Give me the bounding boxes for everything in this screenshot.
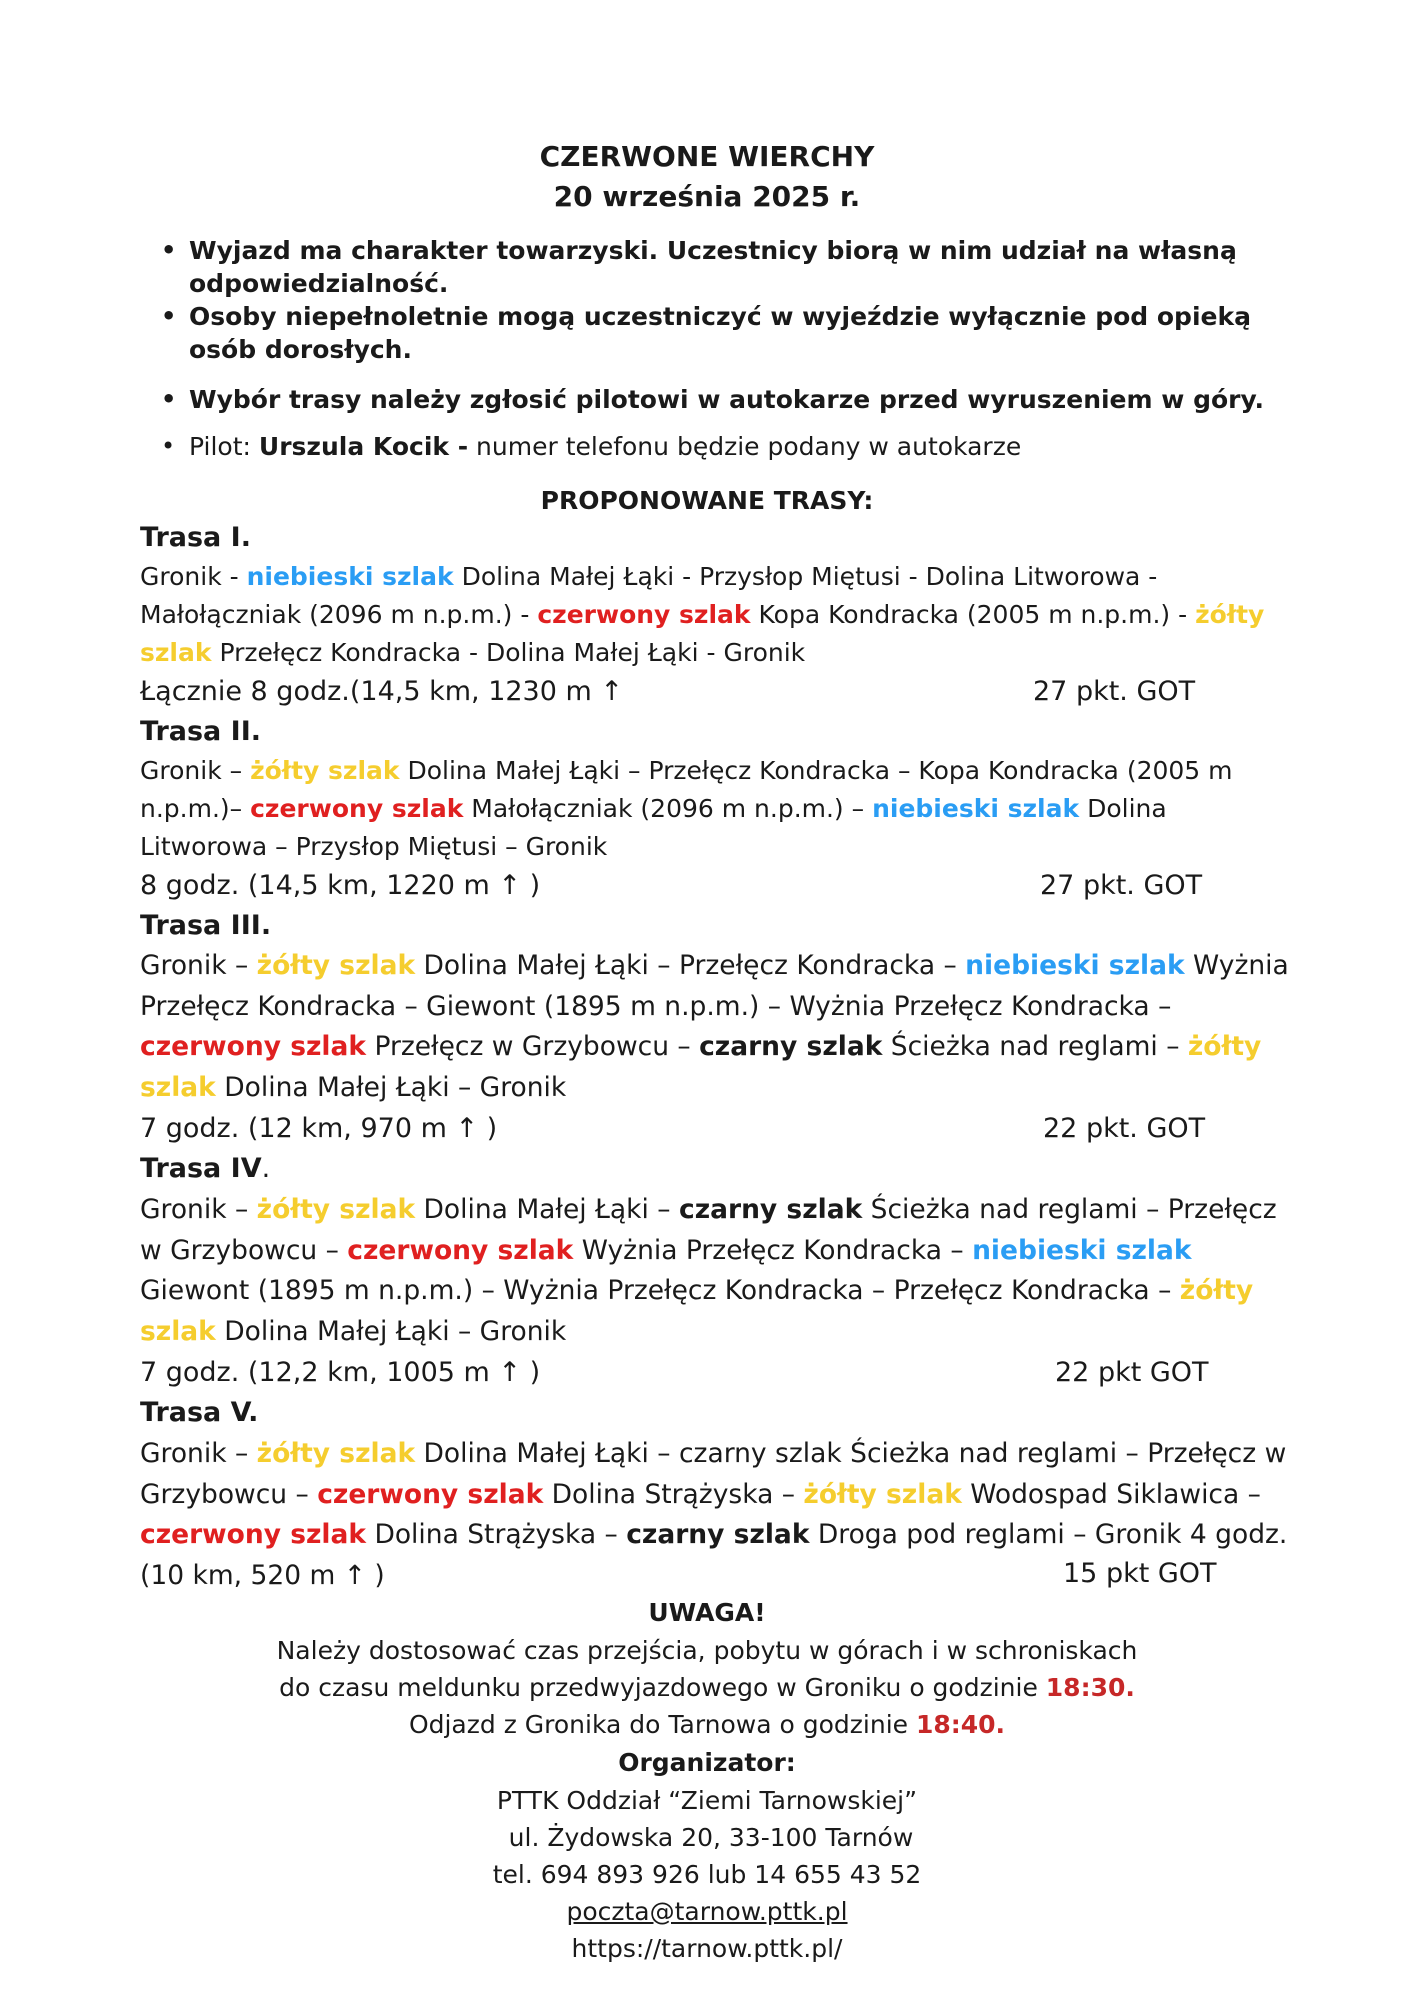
trail-blue: niebieski szlak: [972, 1234, 1192, 1266]
check-in-time: 18:30.: [1045, 1673, 1135, 1702]
trail-black: czarny szlak: [678, 1194, 863, 1225]
organizer-website-row: [0, 1934, 1414, 1963]
organizer-address: ul. Żydowska 20, 33-100 Tarnów: [500, 1823, 914, 1852]
trail-yellow: żółty szlak: [140, 1275, 1254, 1347]
trail-red: czerwony szlak: [317, 1478, 544, 1510]
notice-line: do czasu meldunku przedwyjazdowego w Groniku o godzinie 18:30.: [279, 1673, 1135, 1702]
rule-item: • Wybór trasy należy zgłosić pilotowi w autokarze przed wyruszeniem w góry.: [155, 383, 1295, 416]
notice-line: Odjazd z Gronika do Tarnowa o godzinie 18:40.: [408, 1710, 1006, 1739]
trail-red: czerwony szlak: [537, 600, 751, 629]
departure-time: 18:40.: [915, 1710, 1006, 1739]
trail-yellow: żółty szlak: [140, 600, 1265, 667]
organizer-name: PTTK Oddział “Ziemi Tarnowskiej”: [496, 1786, 918, 1815]
route-points: 27 pkt. GOT: [1033, 676, 1196, 707]
route-title: Trasa IV.: [140, 1153, 271, 1184]
trail-yellow: żółty szlak: [256, 1438, 416, 1469]
organizer-heading: Organizator:: [618, 1748, 796, 1777]
organizer-email-link[interactable]: poczta@tarnow.pttk.pl: [566, 1897, 848, 1926]
route-summary: 7 godz. (12,2 km, 1005 m ↑ ): [140, 1357, 541, 1388]
rules-list: [155, 234, 1295, 463]
event-date: 20 września 2025 r.: [553, 180, 861, 213]
notice-line: Należy dostosować czas przejścia, pobytu w górach i w schroniskach: [276, 1636, 1138, 1665]
pilot-label: Pilot:: [189, 432, 259, 461]
page-title: CZERWONE WIERCHY: [539, 140, 875, 173]
route-description: Gronik – żółty szlak Dolina Małej Łąki – Przełęcz Kondracka – Kopa Kondracka (2005 m n.p.m.)– czerwony szlak Małołączniak (2096 m n.p.m.) – niebieski szlak Dolina Litworowa – Przysłop Miętusi – Gronik: [140, 756, 1233, 861]
notice-heading: UWAGA!: [648, 1598, 766, 1627]
trail-yellow: żółty szlak: [256, 1194, 416, 1225]
route-title: Trasa III.: [140, 910, 272, 941]
route-points: 22 pkt GOT: [1055, 1357, 1209, 1388]
organizer-phone: tel. 694 893 926 lub 14 655 43 52: [492, 1860, 922, 1889]
route-description: Gronik – żółty szlak Dolina Małej Łąki – czarny szlak Ścieżka nad reglami – Przełęcz w Grzybowcu – czerwony szlak Dolina Strążyska – żółty szlak Wodospad Siklawica – czerwony szlak Dolina Strążyska – czarny szlak Droga pod reglami – Gronik 4 godz. (10 km, 520 m ↑ ): [140, 1438, 1288, 1591]
organizer-email-row: [0, 1897, 1414, 1926]
trail-blue: niebieski szlak: [965, 950, 1185, 981]
trail-black: czarny szlak: [699, 1031, 883, 1062]
rule-item: • Osoby niepełnoletnie mogą uczestniczyć w wyjeździe wyłącznie pod opieką osób dorosłych.: [155, 300, 1295, 366]
route-summary: Łącznie 8 godz.(14,5 km, 1230 m ↑: [140, 676, 623, 707]
trail-yellow: żółty szlak: [140, 1031, 1262, 1103]
trail-blue: niebieski szlak: [246, 562, 454, 591]
pilot-name: Urszula Kocik -: [258, 432, 469, 461]
trail-yellow: żółty szlak: [250, 756, 400, 785]
route-description: Gronik – żółty szlak Dolina Małej Łąki – Przełęcz Kondracka – niebieski szlak Wyżnia Przełęcz Kondracka – Giewont (1895 m n.p.m.) – Wyżnia Przełęcz Kondracka – czerwony szlak Przełęcz w Grzybowcu – czarny szlak Ścieżka nad reglami – żółty szlak Dolina Małej Łąki – Gronik: [140, 950, 1289, 1103]
trail-red: czerwony szlak: [250, 794, 464, 823]
trail-yellow: żółty szlak: [803, 1478, 962, 1510]
routes-heading: PROPONOWANE TRASY:: [540, 486, 874, 515]
trail-blue: niebieski szlak: [872, 794, 1080, 823]
rule-item: • Wyjazd ma charakter towarzyski. Uczestnicy biorą w nim udział na własną odpowiedzialność.: [155, 234, 1295, 300]
route-points: 27 pkt. GOT: [1040, 870, 1203, 901]
route-points: 22 pkt. GOT: [1043, 1113, 1206, 1144]
pilot-item: [155, 430, 1295, 463]
trail-red: czerwony szlak: [140, 1519, 367, 1550]
route-summary: 7 godz. (12 km, 970 m ↑ ): [140, 1113, 498, 1144]
route-title: Trasa I.: [140, 522, 251, 553]
route-title: Trasa II.: [140, 716, 262, 747]
trail-red: czerwony szlak: [347, 1234, 574, 1266]
route-title: Trasa V.: [140, 1397, 259, 1428]
trail-yellow: żółty szlak: [256, 950, 416, 981]
trail-red: czerwony szlak: [140, 1031, 367, 1062]
route-description: Gronik - niebieski szlak Dolina Małej Łąki - Przysłop Miętusi - Dolina Litworowa - Małołączniak (2096 m n.p.m.) - czerwony szlak Kopa Kondracka (2005 m n.p.m.) - żółty szlak Przełęcz Kondracka - Dolina Małej Łąki - Gronik: [140, 562, 1265, 667]
route-summary: 8 godz. (14,5 km, 1220 m ↑ ): [140, 870, 541, 901]
route-points: 15 pkt GOT: [1063, 1558, 1217, 1589]
trail-black: czarny szlak: [626, 1519, 810, 1550]
pilot-note: numer telefonu będzie podany w autokarze: [468, 432, 1022, 461]
route-description: Gronik – żółty szlak Dolina Małej Łąki – czarny szlak Ścieżka nad reglami – Przełęcz w Grzybowcu – czerwony szlak Wyżnia Przełęcz Kondracka – niebieski szlak Giewont (1895 m n.p.m.) – Wyżnia Przełęcz Kondracka – Przełęcz Kondracka – żółty szlak Dolina Małej Łąki – Gronik: [140, 1194, 1277, 1347]
organizer-website-link[interactable]: https://tarnow.pttk.pl/: [571, 1934, 843, 1963]
